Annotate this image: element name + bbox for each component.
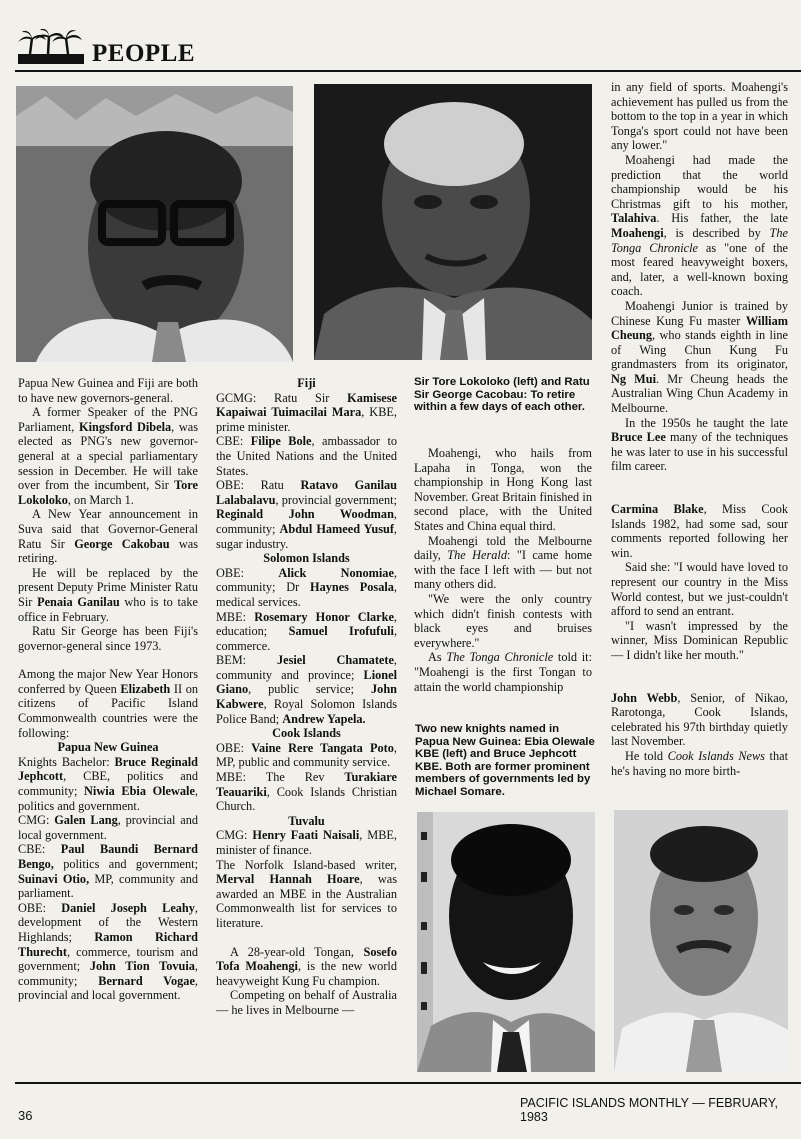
honor-entry: BEM: Jesiel Chamatete, community and province; Lionel Giano, public service; John Kabwere, Royal Solomon Islands Police Band; Andrew Yapela. [216,653,397,726]
publication-line: PACIFIC ISLANDS MONTHLY — FEBRUARY, 1983 [520,1096,778,1124]
honor-entry: GCMG: Ratu Sir Kamisese Kapaiwai Tuimacilai Mara, KBE, prime minister. [216,390,397,434]
column-2 [216,376,397,1018]
header-rule [15,70,801,72]
honor-entry: OBE: Daniel Joseph Leahy, development of the Western Highlands; Ramon Richard Thurecht, commerce, tourism and government; John Tion Tovuia, community; Bernard Vogae, provincial and local government. [18,900,199,1003]
honor-entry: OBE: Ratu Ratavo Ganilau Lalabalavu, provincial government; Reginald John Woodman, community; Abdul Hameed Yusuf, sugar industry. [216,478,397,551]
paragraph: A 28-year-old Tongan, Sosefo Tofa Moahengi, is the new world heavyweight Kung Fu champion. [216,944,397,988]
paragraph: He will be replaced by the present Deputy Prime Minister Ratu Sir Penaia Ganilau who is to take office in February. [18,565,198,624]
honor-entry: MBE: The Rev Turakiare Teauariki, Cook Islands Christian Church. [216,770,397,814]
masthead-logo [18,28,84,64]
paragraph: Moahengi Junior is trained by Chinese Kung Fu master William Cheung, who stands eighth in line of Wing Chun Kung Fu grandmasters from its originator, Ng Mui. Mr Cheung heads the Australian Wing Chun Academy in Melbourne. [611,298,788,416]
photo-george-cacobau [314,84,592,360]
paragraph: John Webb, Senior, of Nikao, Rarotonga, Cook Islands, celebrated his 97th birthday quietly last November. [611,690,788,749]
paragraph: Moahengi had made the prediction that the world championship would be his Christmas gift to his mother, Talahiva. His father, the late Moahengi, is described by The Tonga Chronicle as "one of the most feared heavyweight boxers, and, later, a well-known boxing coach. [611,152,788,299]
section-title: PEOPLE [92,40,196,67]
subheading-tuvalu: Tuvalu [288,813,325,828]
paragraph: The Norfolk Island-based writer, Merval Hannah Hoare, was awarded an MBE in the Australian Commonwealth list for services to literature. [216,857,397,930]
photo-caption: Sir Tore Lokoloko (left) and Ratu Sir George Cacobau: To retire within a few days of each other. [414,376,590,414]
honor-entry: CMG: Galen Lang, provincial and local government. [18,813,198,842]
subheading-cook-islands: Cook Islands [272,726,341,741]
paragraph: Moahengi, who hails from Lapaha in Tonga, won the championship in Hong Kong last November. Great Britain finished in second place, with the United States and China equal third. [414,446,592,533]
footer-rule [15,1082,801,1084]
honor-entry: CBE: Paul Baundi Bernard Bengo, politics and government; Suinavi Otio, MP, community and parliament. [18,842,198,901]
paragraph: Moahengi told the Melbourne daily, The Herald: "I came home with the face I left with — but not many others did. [414,533,593,592]
paragraph: in any field of sports. Moahengi's achievement has pulled us from the bottom to the top in a year in which Tonga's sport could not have been any lower." [611,80,788,153]
paragraph: Among the major New Year Honors conferred by Queen Elizabeth II on citizens of Pacific Island Commonwealth countries were the following: [18,667,199,740]
column-1 [18,376,198,1003]
honor-entry: CBE: Filipe Bole, ambassador to the United Nations and the United States. [216,434,398,478]
paragraph: "We were the only country which didn't finish contests with black eyes and bruises everywhere." [414,591,592,650]
page-number: 36 [18,1108,33,1123]
paragraph: A former Speaker of the PNG Parliament, Kingsford Dibela, was elected as PNG's new governor-general at a special parliamentary session in December. He will take over from the incumbent, Sir Tore Lokoloko, on March 1. [18,405,199,507]
photo-tore-lokoloko [16,86,293,362]
paragraph: Ratu Sir George has been Fiji's governor-general since 1973. [18,624,198,653]
paragraph: He told Cook Islands News that he's having no more birth- [611,748,788,778]
paragraph: Carmina Blake, Miss Cook Islands 1982, had some sad, sour comments reported following her win. [611,502,788,560]
honor-entry: Knights Bachelor: Bruce Reginald Jephcott, CBE, politics and community; Niwia Ebia Olewale, politics and government. [18,754,198,813]
column-3 [414,446,592,694]
subheading-papua-new-guinea: Papua New Guinea [57,740,159,755]
paragraph: In the 1950s he taught the late Bruce Lee many of the techniques he was later to use in his successful film career. [611,415,788,474]
paragraph: "I wasn't impressed by the winner, Miss Dominican Republic — I didn't like her mouth." [611,618,788,662]
honor-entry: OBE: Alick Nonomiae, community; Dr Haynes Posala, medical services. [216,565,397,609]
column-4 [611,80,788,778]
paragraph: As The Tonga Chronicle told it: "Moahengi is the first Tongan to attain the world championship [414,650,592,694]
honor-entry: OBE: Vaine Rere Tangata Poto, MP, public and community service. [216,740,397,770]
paragraph: Papua New Guinea and Fiji are both to have new governors-general. [18,376,198,405]
palm-trees-icon [18,28,84,64]
paragraph: A New Year announcement in Suva said that Governor-General Ratu Sir George Cakobau was retiring. [18,507,199,566]
photo-caption: Two new knights named in Papua New Guinea: Ebia Olewale KBE (left) and Bruce Jephcott KBE. Both are former prominent members of governments led by Michael Somare. [415,723,595,798]
paragraph: Said she: "I would have loved to represent our country in the Miss World contest, but we just-couldn't afford to send an entrant. [611,560,788,619]
photo-ebia-olewale [417,812,595,1072]
paragraph: Competing on behalf of Australia — he lives in Melbourne — [216,988,397,1017]
subheading-fiji: Fiji [297,376,316,390]
subheading-solomon-islands: Solomon Islands [263,551,350,566]
photo-bruce-jephcott [614,810,788,1072]
honor-entry: MBE: Rosemary Honor Clarke, education; Samuel Irofufuli, commerce. [216,609,398,653]
honor-entry: CMG: Henry Faati Naisali, MBE, minister of finance. [216,828,397,857]
